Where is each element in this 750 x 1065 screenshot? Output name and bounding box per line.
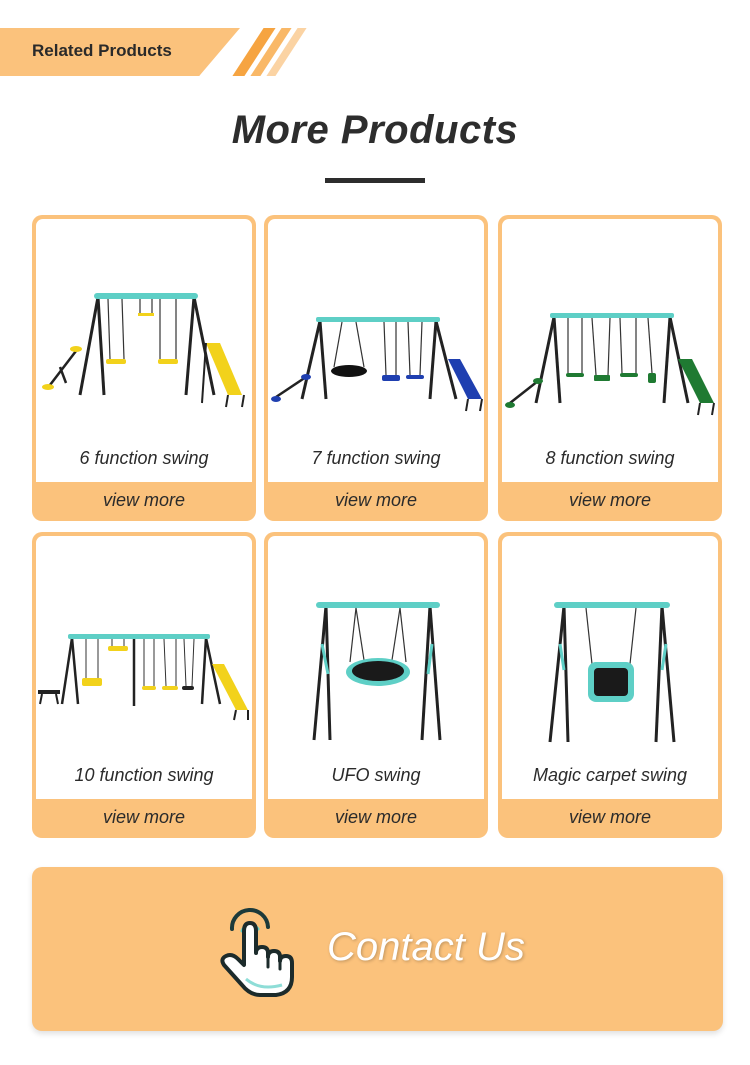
ten-function-swing-set-image	[36, 544, 252, 754]
tap-hand-icon	[210, 901, 310, 1001]
product-card[interactable]	[32, 215, 256, 521]
product-title: 8 function swing	[545, 448, 675, 468]
view-more-button[interactable]: view more	[334, 490, 418, 510]
view-more-button[interactable]: view more	[102, 807, 186, 827]
product-title: 10 function swing	[74, 765, 214, 785]
product-title: 7 function swing	[311, 448, 441, 468]
product-card[interactable]	[264, 215, 488, 521]
product-card-body	[502, 219, 718, 482]
title-underline	[325, 178, 425, 183]
product-card-body	[36, 219, 252, 482]
six-function-swing-set-image	[36, 227, 252, 437]
product-title: UFO swing	[331, 765, 421, 785]
view-more-button[interactable]: view more	[568, 807, 652, 827]
product-card[interactable]	[498, 532, 722, 838]
view-more-button[interactable]: view more	[568, 490, 652, 510]
contact-us-button[interactable]	[32, 867, 723, 1031]
product-card[interactable]	[32, 532, 256, 838]
contact-us-label: Contact Us	[327, 925, 525, 969]
product-card-body	[36, 536, 252, 799]
product-card[interactable]	[498, 215, 722, 521]
product-card-body	[268, 219, 484, 482]
ufo-swing-image	[268, 544, 484, 754]
view-more-button[interactable]: view more	[102, 490, 186, 510]
view-more-button[interactable]: view more	[334, 807, 418, 827]
magic-carpet-swing-image	[502, 544, 718, 754]
seven-function-swing-set-image	[268, 227, 484, 437]
banner-label: Related Products	[32, 41, 172, 60]
product-card[interactable]	[264, 532, 488, 838]
product-card-body	[502, 536, 718, 799]
product-title: Magic carpet swing	[532, 765, 688, 785]
related-products-banner	[0, 28, 300, 76]
product-title: 6 function swing	[79, 448, 209, 468]
page-title: More Products	[231, 108, 519, 152]
eight-function-swing-set-image	[502, 227, 718, 437]
product-card-body	[268, 536, 484, 799]
